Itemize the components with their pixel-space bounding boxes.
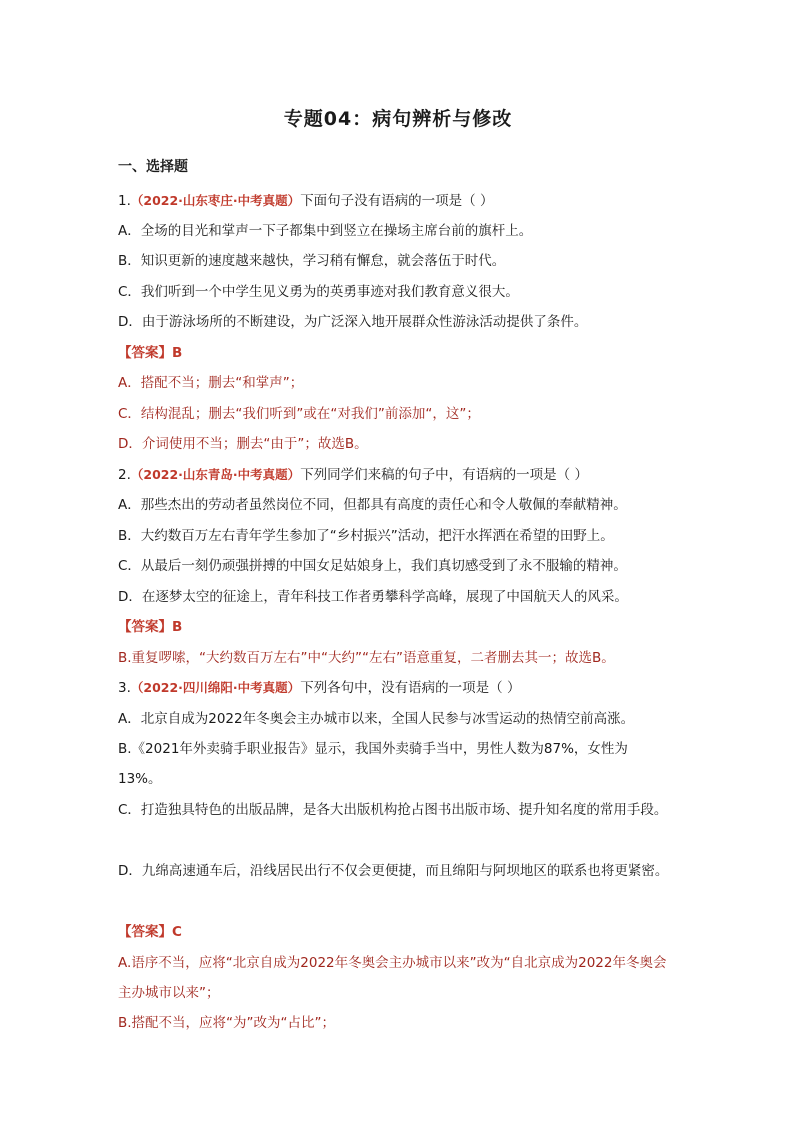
q3-explanation-a: A.语序不当，应将“北京自成为2022年冬奥会主办城市以来”改为“自北京成为2022年冬奥会主办城市以来”； <box>118 955 667 1001</box>
q2-option-b: B．大约数百万左右青年学生参加了“乡村振兴”活动，把汗水挥洒在希望的田野上。 <box>118 528 614 544</box>
q1-option-a: A．全场的目光和掌声一下子都集中到竖立在操场主席台前的旗杆上。 <box>118 223 533 239</box>
q1-option-c: C．我们听到一个中学生见义勇为的英勇事迹对我们教育意义很大。 <box>118 284 519 300</box>
q1-option-b: B．知识更新的速度越来越快，学习稍有懈怠，就会落伍于时代。 <box>118 253 506 269</box>
q3-answer: 【答案】C <box>118 924 182 940</box>
q1-explanation-d: D．介词使用不当；删去“由于”；故选B。 <box>118 436 368 452</box>
q2-explanation: B.重复啰嗦，“大约数百万左右”中“大约”“左右”语意重复，二者删去其一；故选B。 <box>118 650 615 666</box>
question-text: 下面句子没有语病的一项是（ ） <box>300 193 494 209</box>
question-number: 2. <box>118 467 131 483</box>
question-source: （2022·山东枣庄·中考真题） <box>130 193 301 208</box>
q2-answer: 【答案】B <box>118 619 183 635</box>
q1-explanation-c: C．结构混乱；删去“我们听到”或在“对我们”前添加“，这”； <box>118 406 480 422</box>
question-number: 3. <box>118 680 131 696</box>
q1-answer: 【答案】B <box>118 345 183 361</box>
question-source: （2022·山东青岛·中考真题） <box>130 467 301 482</box>
page-title: 专题04：病句辨析与修改 <box>283 108 513 130</box>
q3-explanation-b: B.搭配不当，应将“为”改为“占比”； <box>118 1015 336 1031</box>
q2-option-c: C．从最后一刻仍顽强拼搏的中国女足姑娘身上，我们真切感受到了永不服输的精神。 <box>118 558 627 574</box>
q1-explanation-a: A．搭配不当；删去“和掌声”； <box>118 375 304 391</box>
section-heading: 一、选择题 <box>118 159 188 175</box>
q3-option-d: D．九绵高速通车后，沿线居民出行不仅会更便捷，而且绵阳与阿坝地区的联系也将更紧密。 <box>118 863 669 879</box>
q3-option-b: B.《2021年外卖骑手职业报告》显示，我国外卖骑手当中，男性人数为87%，女性为13%。 <box>118 741 628 787</box>
question-source: （2022·四川绵阳·中考真题） <box>130 680 301 695</box>
question-number: 1. <box>118 193 131 209</box>
question-text: 下列各句中，没有语病的一项是（ ） <box>300 680 521 696</box>
q2-option-d: D．在逐梦太空的征途上，青年科技工作者勇攀科学高峰，展现了中国航天人的风采。 <box>118 589 628 605</box>
question-1-stem <box>118 191 493 211</box>
q1-option-d: D．由于游泳场所的不断建设，为广泛深入地开展群众性游泳活动提供了条件。 <box>118 314 588 330</box>
question-text: 下列同学们来稿的句子中，有语病的一项是（ ） <box>300 467 588 483</box>
question-3-stem <box>118 678 520 698</box>
q3-option-c: C．打造独具特色的出版品牌，是各大出版机构抢占图书出版市场、提升知名度的常用手段。 <box>118 802 668 818</box>
q3-option-a: A．北京自成为2022年冬奥会主办城市以来，全国人民参与冰雪运动的热情空前高涨。 <box>118 711 635 727</box>
question-2-stem <box>118 465 588 485</box>
q2-option-a: A．那些杰出的劳动者虽然岗位不同，但都具有高度的责任心和令人敬佩的奉献精神。 <box>118 497 627 513</box>
